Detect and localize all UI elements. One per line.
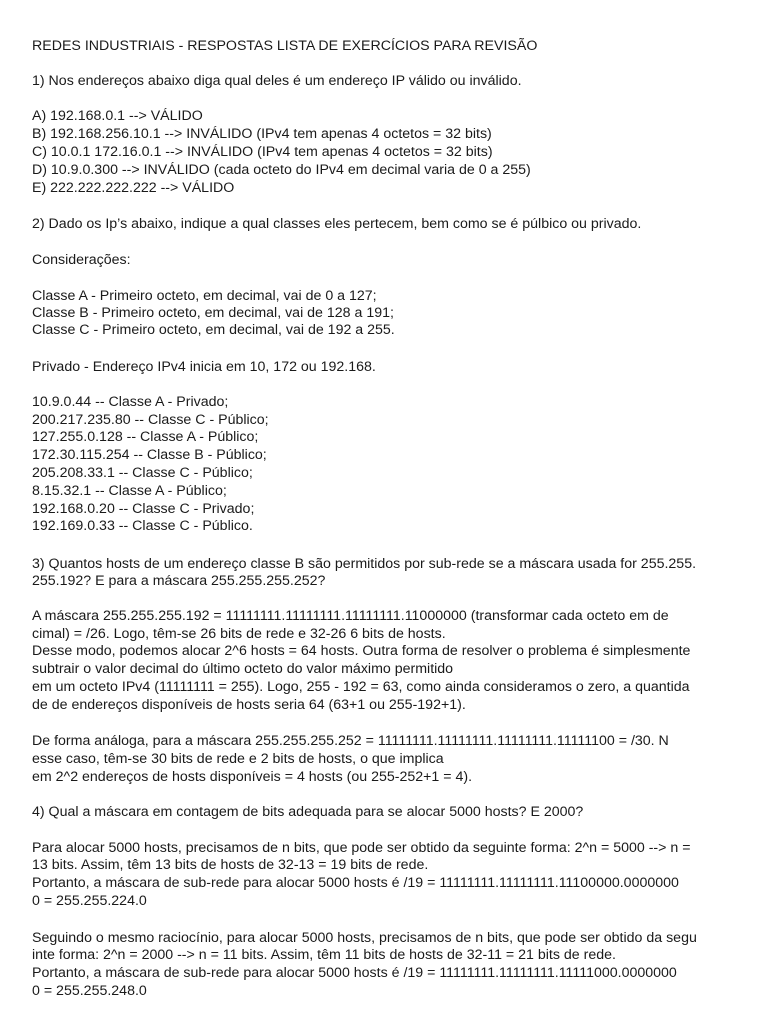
q2-answer-8: 192.169.0.33 -- Classe C - Público. [32, 518, 253, 534]
q2-question: 2) Dado os Ip’s abaixo, indique a qual classes eles pertecem, bem como se é púlbico ou privado. [32, 216, 642, 232]
q3-para1-line-4: subtrair o valor decimal do último octeto do valor máximo permitido [32, 661, 454, 677]
q2-private-note: Privado - Endereço IPv4 inicia em 10, 172 ou 192.168. [32, 359, 376, 375]
q3-para2-line-1: De forma análoga, para a máscara 255.255.255.252 = 11111111.11111111.11111111.11111100 = /30. N [32, 733, 669, 749]
q3-para1-line-5: em um octeto IPv4 (11111111 = 255). Logo, 255 - 192 = 63, como ainda consideramos o zero, a quantida [32, 679, 690, 695]
q1-answer-e: E) 222.222.222.222 --> VÁLIDO [32, 180, 235, 196]
document-title: REDES INDUSTRIAIS - RESPOSTAS LISTA DE EXERCÍCIOS PARA REVISÃO [32, 38, 538, 54]
q2-answer-1: 10.9.0.44 -- Classe A - Privado; [32, 394, 229, 410]
q3-para2-line-2: esse caso, têm-se 30 bits de rede e 2 bits de hosts, o que implica [32, 751, 444, 767]
q2-class-c: Classe C - Primeiro octeto, em decimal, vai de 192 a 255. [32, 322, 395, 338]
q4-para1-line-3: Portanto, a máscara de sub-rede para alocar 5000 hosts é /19 = 11111111.11111111.11100000.0000000 [32, 875, 679, 891]
q2-answer-3: 127.255.0.128 -- Classe A - Público; [32, 429, 259, 445]
q4-para1-line-1: Para alocar 5000 hosts, precisamos de n bits, que pode ser obtido da seguinte forma: 2^n = 5000 --> n = [32, 840, 691, 856]
q4-para2-line-1: Seguindo o mesmo raciocínio, para alocar 5000 hosts, precisamos de n bits, que pode ser obtido da segu [32, 930, 697, 946]
q3-para2-line-3: em 2^2 endereços de hosts disponíveis = 4 hosts (ou 255-252+1 = 4). [32, 769, 473, 785]
q3-para1-line-6: de de endereços disponíveis de hosts seria 64 (63+1 ou 255-192+1). [32, 697, 466, 713]
q4-question: 4) Qual a máscara em contagem de bits adequada para se alocar 5000 hosts? E 2000? [32, 804, 584, 820]
q4-para1-line-2: 13 bits. Assim, têm 13 bits de hosts de 32-13 = 19 bits de rede. [32, 857, 429, 873]
q1-answer-b: B) 192.168.256.10.1 --> INVÁLIDO (IPv4 tem apenas 4 octetos = 32 bits) [32, 126, 492, 142]
q2-class-a: Classe A - Primeiro octeto, em decimal, vai de 0 a 127; [32, 288, 377, 304]
q4-para1-line-4: 0 = 255.255.224.0 [32, 893, 147, 909]
q1-question: 1) Nos endereços abaixo diga qual deles é um endereço IP válido ou inválido. [32, 73, 522, 89]
q4-para2-line-3: Portanto, a máscara de sub-rede para alocar 5000 hosts é /19 = 11111111.11111111.11111000.0000000 [32, 965, 677, 981]
q1-answer-c: C) 10.0.1 172.16.0.1 --> INVÁLIDO (IPv4 tem apenas 4 octetos = 32 bits) [32, 144, 493, 160]
q4-para2-line-2: inte forma: 2^n = 2000 --> n = 11 bits. Assim, têm 11 bits de hosts de 32-11 = 21 bits de rede. [32, 947, 616, 963]
q3-para1-line-2: cimal) = /26. Logo, têm-se 26 bits de rede e 32-26 6 bits de hosts. [32, 626, 446, 642]
q2-answer-7: 192.168.0.20 -- Classe C - Privado; [32, 501, 255, 517]
q1-answer-a: A) 192.168.0.1 --> VÁLIDO [32, 108, 203, 124]
q4-para2-line-4: 0 = 255.255.248.0 [32, 983, 147, 999]
q3-question-line-2: 255.192? E para a máscara 255.255.255.252? [32, 573, 326, 589]
q3-para1-line-1: A máscara 255.255.255.192 = 11111111.11111111.11111111.11000000 (transformar cada octeto em de [32, 608, 669, 624]
q3-para1-line-3: Desse modo, podemos alocar 2^6 hosts = 64 hosts. Outra forma de resolver o problema é simplesmente [32, 643, 691, 659]
q1-answer-d: D) 10.9.0.300 --> INVÁLIDO (cada octeto do IPv4 em decimal varia de 0 a 255) [32, 162, 531, 178]
q2-considerations-label: Considerações: [32, 252, 131, 268]
q2-answer-6: 8.15.32.1 -- Classe A - Público; [32, 483, 227, 499]
q2-class-b: Classe B - Primeiro octeto, em decimal, vai de 128 a 191; [32, 305, 394, 321]
q3-question-line-1: 3) Quantos hosts de um endereço classe B são permitidos por sub-rede se a máscara usada for 255.255. [32, 556, 697, 572]
q2-answer-2: 200.217.235.80 -- Classe C - Público; [32, 412, 269, 428]
q2-answer-4: 172.30.115.254 -- Classe B - Público; [32, 447, 267, 463]
q2-answer-5: 205.208.33.1 -- Classe C - Público; [32, 465, 253, 481]
